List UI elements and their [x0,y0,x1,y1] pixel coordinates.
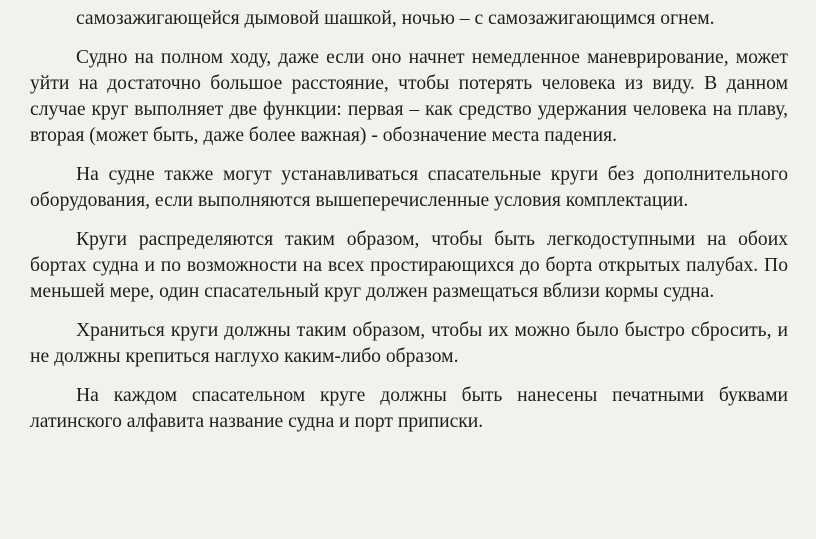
paragraph-marking: На каждом спасательном круге должны быть нанесены печатными буквами латинского алфавита название судна и порт приписки. [30,385,788,432]
paragraph-storage: Храниться круги должны таким образом, чтобы их можно было быстро сбросить, и не должны крепиться наглухо каким-либо образом. [30,320,788,367]
paragraph-ship-speed: Судно на полном ходу, даже если оно начнет немедленное маневрирование, может уйти на достаточно большое расстояние, чтобы потерять человека из виду. В данном случае круг выполняет две функции: первая – как средство удержания человека на плаву, вторая (может быть, даже более важная) - обозначение места падения. [30,47,788,146]
paragraph-plain-lifebuoys: На судне также могут устанавливаться спасательные круги без дополнительного оборудования, если выполняются вышеперечисленные условия комплектации. [30,164,788,211]
paragraph-continuation: самозажигающейся дымовой шашкой, ночью – с самозажигающимся огнем. [76,8,715,29]
paragraph-distribution: Круги распределяются таким образом, чтобы быть легкодоступными на обоих бортах судна и по возможности на всех простирающихся до борта открытых палубах. По меньшей мере, один спасательный круг должен размещаться вблизи кормы судна. [30,229,788,302]
